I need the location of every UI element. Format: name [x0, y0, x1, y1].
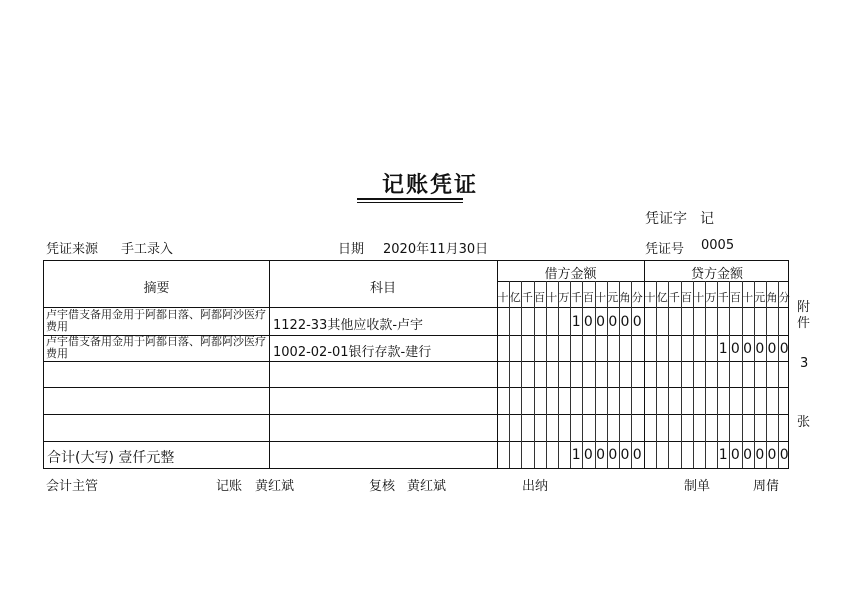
- header-bottom-rule: [44, 307, 788, 308]
- voucher-table: [43, 260, 789, 469]
- digit-col-divider: [656, 281, 657, 468]
- row-1-debit-digit: 0: [632, 314, 642, 330]
- digit-col-divider: [619, 281, 620, 468]
- total-credit-digit: 1: [718, 447, 728, 463]
- row-2-account: 1002-02-01银行存款-建行: [273, 345, 432, 360]
- date-value: 2020年11月30日: [383, 242, 489, 257]
- digit-col-divider: [570, 281, 571, 468]
- total-debit-digit: 0: [632, 447, 642, 463]
- bookkeeper-name: 黄红斌: [255, 479, 295, 494]
- digit-col-divider: [742, 281, 743, 468]
- source-label: 凭证来源: [46, 242, 99, 257]
- digit-header: 十: [546, 291, 558, 304]
- row-2-credit-digit: 0: [755, 341, 765, 357]
- digit-header: 万: [705, 291, 717, 304]
- bookkeeper-label: 记账: [216, 479, 243, 494]
- row-1-debit-digit: 1: [571, 314, 581, 330]
- maker-label: 制单: [684, 479, 711, 494]
- digit-col-divider: [729, 281, 730, 468]
- voucher-number: 0005: [701, 238, 735, 253]
- total-debit-digit: 1: [571, 447, 581, 463]
- debit-header: 借方金额: [544, 267, 597, 282]
- total-credit-digit: 0: [767, 447, 777, 463]
- supervisor-label: 会计主管: [46, 479, 99, 494]
- digit-header: 百: [582, 291, 594, 304]
- total-credit-digit: 0: [755, 447, 765, 463]
- row-divider: [44, 414, 788, 415]
- total-credit-digit: 0: [730, 447, 740, 463]
- credit-header: 贷方金额: [690, 267, 743, 282]
- digit-header: 百: [534, 291, 546, 304]
- digit-header: 分: [631, 291, 643, 304]
- row-2-summary: 卢宇借支备用金用于阿都日落、阿都阿沙医疗费用: [46, 336, 266, 360]
- digit-col-divider: [705, 281, 706, 468]
- row-1-account: 1122-33其他应收款-卢宇: [273, 318, 424, 333]
- digit-header: 十: [742, 291, 754, 304]
- digit-header: 十: [693, 291, 705, 304]
- voucher-word: 记: [700, 211, 714, 227]
- total-debit-digit: 0: [620, 447, 630, 463]
- digit-header: 元: [607, 291, 619, 304]
- row-1-summary: 卢宇借支备用金用于阿都日落、阿都阿沙医疗费用: [46, 309, 266, 333]
- digit-header: 亿: [509, 291, 521, 304]
- digit-header: 角: [766, 291, 778, 304]
- title-underline: [357, 198, 463, 200]
- reviewer-label: 复核: [369, 479, 396, 494]
- title-underline-thin: [357, 202, 463, 203]
- digit-header: 十: [497, 291, 509, 304]
- digit-header: 百: [729, 291, 741, 304]
- maker-name: 周倩: [753, 479, 780, 494]
- digit-header: 百: [681, 291, 693, 304]
- digit-col-divider: [778, 281, 779, 468]
- attachment-label: 附: [797, 300, 811, 315]
- digit-header: 亿: [656, 291, 668, 304]
- account-header: 科目: [369, 281, 396, 296]
- row-2-credit-digit: 0: [767, 341, 777, 357]
- digit-header: 万: [558, 291, 570, 304]
- digit-col-divider: [754, 281, 755, 468]
- digit-header: 元: [754, 291, 766, 304]
- digit-col-divider: [681, 281, 682, 468]
- digit-col-divider: [534, 281, 535, 468]
- digit-col-divider: [509, 281, 510, 468]
- digit-col-divider: [558, 281, 559, 468]
- row-1-debit-digit: 0: [620, 314, 630, 330]
- digit-header: 千: [570, 291, 582, 304]
- digit-header: 十: [595, 291, 607, 304]
- digit-col-divider: [546, 281, 547, 468]
- row-2-credit-digit: 0: [730, 341, 740, 357]
- digit-header: 分: [778, 291, 790, 304]
- attachment-count: 3: [800, 356, 809, 371]
- row-2-credit-digit: 0: [779, 341, 789, 357]
- attachment-unit: 张: [797, 415, 811, 430]
- digit-header: 角: [619, 291, 631, 304]
- digit-col-divider: [717, 281, 718, 468]
- digit-col-divider: [766, 281, 767, 468]
- total-debit-digit: 0: [583, 447, 593, 463]
- digit-col-divider: [582, 281, 583, 468]
- total-debit-digit: 0: [608, 447, 618, 463]
- digit-col-divider: [607, 281, 608, 468]
- digit-col-divider: [693, 281, 694, 468]
- row-1-debit-digit: 0: [608, 314, 618, 330]
- total-rule: [44, 441, 788, 442]
- digit-col-divider: [521, 281, 522, 468]
- date-label: 日期: [338, 242, 365, 257]
- digit-col-divider: [668, 281, 669, 468]
- row-2-credit-digit: 0: [743, 341, 753, 357]
- row-1-debit-digit: 0: [583, 314, 593, 330]
- digit-header: 千: [717, 291, 729, 304]
- total-credit-digit: 0: [779, 447, 789, 463]
- voucher-number-label: 凭证号: [645, 242, 685, 257]
- row-2-credit-digit: 1: [718, 341, 728, 357]
- digit-col-divider: [631, 281, 632, 468]
- cashier-label: 出纳: [522, 479, 549, 494]
- row-divider: [44, 387, 788, 388]
- digit-col-divider: [595, 281, 596, 468]
- reviewer-name: 黄红斌: [407, 479, 447, 494]
- digit-header: 千: [521, 291, 533, 304]
- total-debit-digit: 0: [596, 447, 606, 463]
- source-value: 手工录入: [121, 242, 174, 257]
- row-1-debit-digit: 0: [596, 314, 606, 330]
- voucher-title: 记账凭证: [381, 173, 478, 198]
- total-label: 合计(大写) 壹仟元整: [47, 450, 175, 466]
- summary-header: 摘要: [143, 281, 170, 296]
- digit-header: 千: [668, 291, 680, 304]
- attachment-label-2: 件: [797, 316, 811, 331]
- voucher-word-label: 凭证字: [645, 211, 687, 227]
- total-credit-digit: 0: [743, 447, 753, 463]
- row-divider: [44, 361, 788, 362]
- digit-header: 十: [644, 291, 656, 304]
